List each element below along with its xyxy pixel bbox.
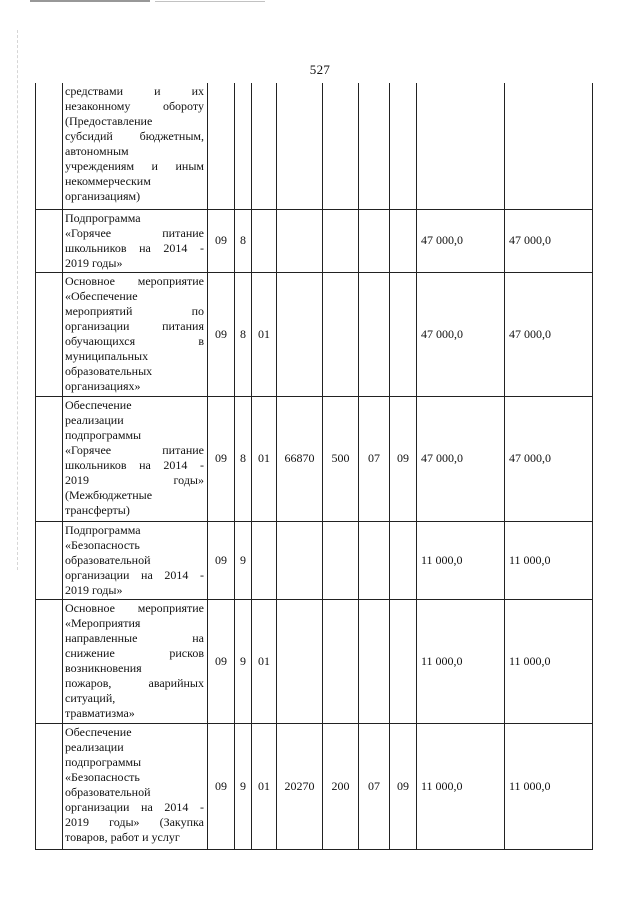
item-name-line: незаконному обороту — [65, 99, 204, 113]
subsection-code-cell — [390, 521, 417, 599]
section-code-cell — [359, 599, 390, 723]
item-name-line: (Предоставление — [65, 114, 153, 128]
subsection-code-cell — [390, 272, 417, 396]
item-name-line: образовательных — [65, 363, 153, 378]
table-row — [36, 272, 593, 396]
program-code-cell: 9 — [235, 599, 252, 723]
table-row — [36, 396, 593, 521]
section-code-cell — [359, 272, 390, 396]
item-name-line: образовательной — [65, 552, 151, 567]
item-name-line: «Обеспечение — [65, 288, 138, 303]
amount-cell-1: 11 000,0 — [417, 521, 505, 599]
subprogram-code-cell: 01 — [252, 599, 277, 723]
program-code-cell: 9 — [235, 521, 252, 599]
item-name-line: 2019 годы» — [65, 582, 123, 597]
item-name-line: (Межбюджетные — [65, 487, 153, 502]
item-name-line: товаров, работ и услуг — [65, 829, 180, 844]
item-name-line: субсидий бюджетным, — [65, 129, 204, 143]
item-name-line: мероприятий по — [65, 303, 204, 318]
item-name-line: «Мероприятия — [65, 615, 141, 630]
row-number-cell — [36, 209, 63, 272]
row-number-cell — [36, 272, 63, 396]
item-name-line: трансферты) — [65, 502, 130, 517]
item-name-line: некоммерческим — [65, 174, 151, 188]
expense-type-cell — [323, 83, 359, 209]
subprogram-code-cell — [252, 521, 277, 599]
item-name-line: подпрограммы — [65, 427, 142, 442]
item-name-line: реализации — [65, 412, 124, 427]
ministry-code-cell: 09 — [208, 396, 235, 521]
item-name-line: учреждениям и иным — [65, 159, 204, 173]
item-name-cell — [63, 83, 208, 209]
item-name-line: «Безопасность — [65, 537, 140, 552]
item-name-line: Подпрограмма — [65, 522, 141, 537]
target-code-cell: 66870 — [277, 396, 323, 521]
amount-cell-2: 11 000,0 — [505, 599, 593, 723]
row-number-cell — [36, 521, 63, 599]
item-name-cell — [63, 209, 208, 272]
item-name-line: «Горячее питание — [65, 442, 204, 457]
amount-cell-1: 11 000,0 — [417, 599, 505, 723]
item-name-line: реализации — [65, 739, 124, 754]
scan-artifact-edge — [17, 30, 19, 570]
amount-cell-2: 11 000,0 — [505, 723, 593, 849]
program-code-cell: 8 — [235, 272, 252, 396]
item-name-line: Обеспечение — [65, 397, 132, 412]
subsection-code-cell — [390, 83, 417, 209]
amount-cell-1: 47 000,0 — [417, 209, 505, 272]
target-code-cell — [277, 272, 323, 396]
item-name-line: «Горячее питание — [65, 225, 204, 240]
ministry-code-cell: 09 — [208, 272, 235, 396]
item-name-line: организациях» — [65, 378, 141, 393]
row-number-cell — [36, 599, 63, 723]
amount-cell-2: 11 000,0 — [505, 521, 593, 599]
subprogram-code-cell — [252, 83, 277, 209]
amount-cell-2 — [505, 83, 593, 209]
item-name-line: школьников на 2014 - — [65, 240, 204, 255]
expense-type-cell — [323, 272, 359, 396]
row-number-cell — [36, 83, 63, 209]
item-name-line: автономным — [65, 144, 129, 158]
table-row — [36, 521, 593, 599]
section-code-cell — [359, 521, 390, 599]
subprogram-code-cell: 01 — [252, 272, 277, 396]
budget-table — [35, 83, 593, 850]
row-number-cell — [36, 396, 63, 521]
item-name-line: обучающихся в — [65, 333, 204, 348]
item-name-line: Основное мероприятие — [65, 600, 204, 615]
target-code-cell: 20270 — [277, 723, 323, 849]
section-code-cell: 07 — [359, 723, 390, 849]
ministry-code-cell: 09 — [208, 521, 235, 599]
scan-artifact-top — [30, 0, 150, 2]
subsection-code-cell: 09 — [390, 396, 417, 521]
item-name-line: травматизма» — [65, 705, 135, 720]
ministry-code-cell: 09 — [208, 209, 235, 272]
amount-cell-1 — [417, 83, 505, 209]
subprogram-code-cell — [252, 209, 277, 272]
target-code-cell — [277, 599, 323, 723]
expense-type-cell: 500 — [323, 396, 359, 521]
amount-cell-2: 47 000,0 — [505, 209, 593, 272]
target-code-cell — [277, 209, 323, 272]
item-name-line: пожаров, аварийных — [65, 675, 204, 690]
item-name-line: подпрограммы — [65, 754, 142, 769]
item-name-cell — [63, 396, 208, 521]
item-name-line: 2019 годы» (Закупка — [65, 814, 204, 829]
table-row — [36, 723, 593, 849]
row-number-cell — [36, 723, 63, 849]
subsection-code-cell — [390, 209, 417, 272]
ministry-code-cell — [208, 83, 235, 209]
item-name-line: организации на 2014 - — [65, 799, 204, 814]
item-name-line: Основное мероприятие — [65, 273, 204, 288]
item-name-line: Подпрограмма — [65, 210, 141, 225]
page-number: 527 — [309, 62, 331, 77]
item-name-line: школьников на 2014 - — [65, 457, 204, 472]
item-name-line: направленные на — [65, 630, 204, 645]
program-code-cell: 9 — [235, 723, 252, 849]
item-name-cell — [63, 599, 208, 723]
subprogram-code-cell: 01 — [252, 723, 277, 849]
expense-type-cell — [323, 599, 359, 723]
program-code-cell — [235, 83, 252, 209]
section-code-cell — [359, 83, 390, 209]
subprogram-code-cell: 01 — [252, 396, 277, 521]
program-code-cell: 8 — [235, 396, 252, 521]
item-name-line: образовательной — [65, 784, 151, 799]
expense-type-cell — [323, 209, 359, 272]
item-name-cell — [63, 723, 208, 849]
item-name-line: организации питания — [65, 318, 204, 333]
item-name-line: 2019 годы» — [65, 255, 123, 270]
item-name-line: 2019 годы» — [65, 472, 204, 487]
ministry-code-cell: 09 — [208, 599, 235, 723]
item-name-line: возникновения — [65, 660, 142, 675]
item-name-line: снижение рисков — [65, 645, 204, 660]
ministry-code-cell: 09 — [208, 723, 235, 849]
section-code-cell — [359, 209, 390, 272]
item-name-line: «Безопасность — [65, 769, 140, 784]
target-code-cell — [277, 521, 323, 599]
table-row — [36, 83, 593, 209]
expense-type-cell — [323, 521, 359, 599]
table-row — [36, 209, 593, 272]
amount-cell-1: 47 000,0 — [417, 396, 505, 521]
table-row — [36, 599, 593, 723]
amount-cell-2: 47 000,0 — [505, 396, 593, 521]
item-name-line: организациям) — [65, 189, 141, 203]
program-code-cell: 8 — [235, 209, 252, 272]
item-name-line: средствами и их — [65, 84, 204, 98]
subsection-code-cell — [390, 599, 417, 723]
item-name-line: ситуаций, — [65, 690, 116, 705]
item-name-line: организации на 2014 - — [65, 567, 204, 582]
item-name-cell — [63, 521, 208, 599]
expense-type-cell: 200 — [323, 723, 359, 849]
amount-cell-1: 47 000,0 — [417, 272, 505, 396]
subsection-code-cell: 09 — [390, 723, 417, 849]
target-code-cell — [277, 83, 323, 209]
scan-artifact-top-2 — [155, 1, 265, 2]
amount-cell-1: 11 000,0 — [417, 723, 505, 849]
item-name-line: муниципальных — [65, 348, 149, 363]
item-name-line: Обеспечение — [65, 724, 132, 739]
section-code-cell: 07 — [359, 396, 390, 521]
amount-cell-2: 47 000,0 — [505, 272, 593, 396]
item-name-cell — [63, 272, 208, 396]
